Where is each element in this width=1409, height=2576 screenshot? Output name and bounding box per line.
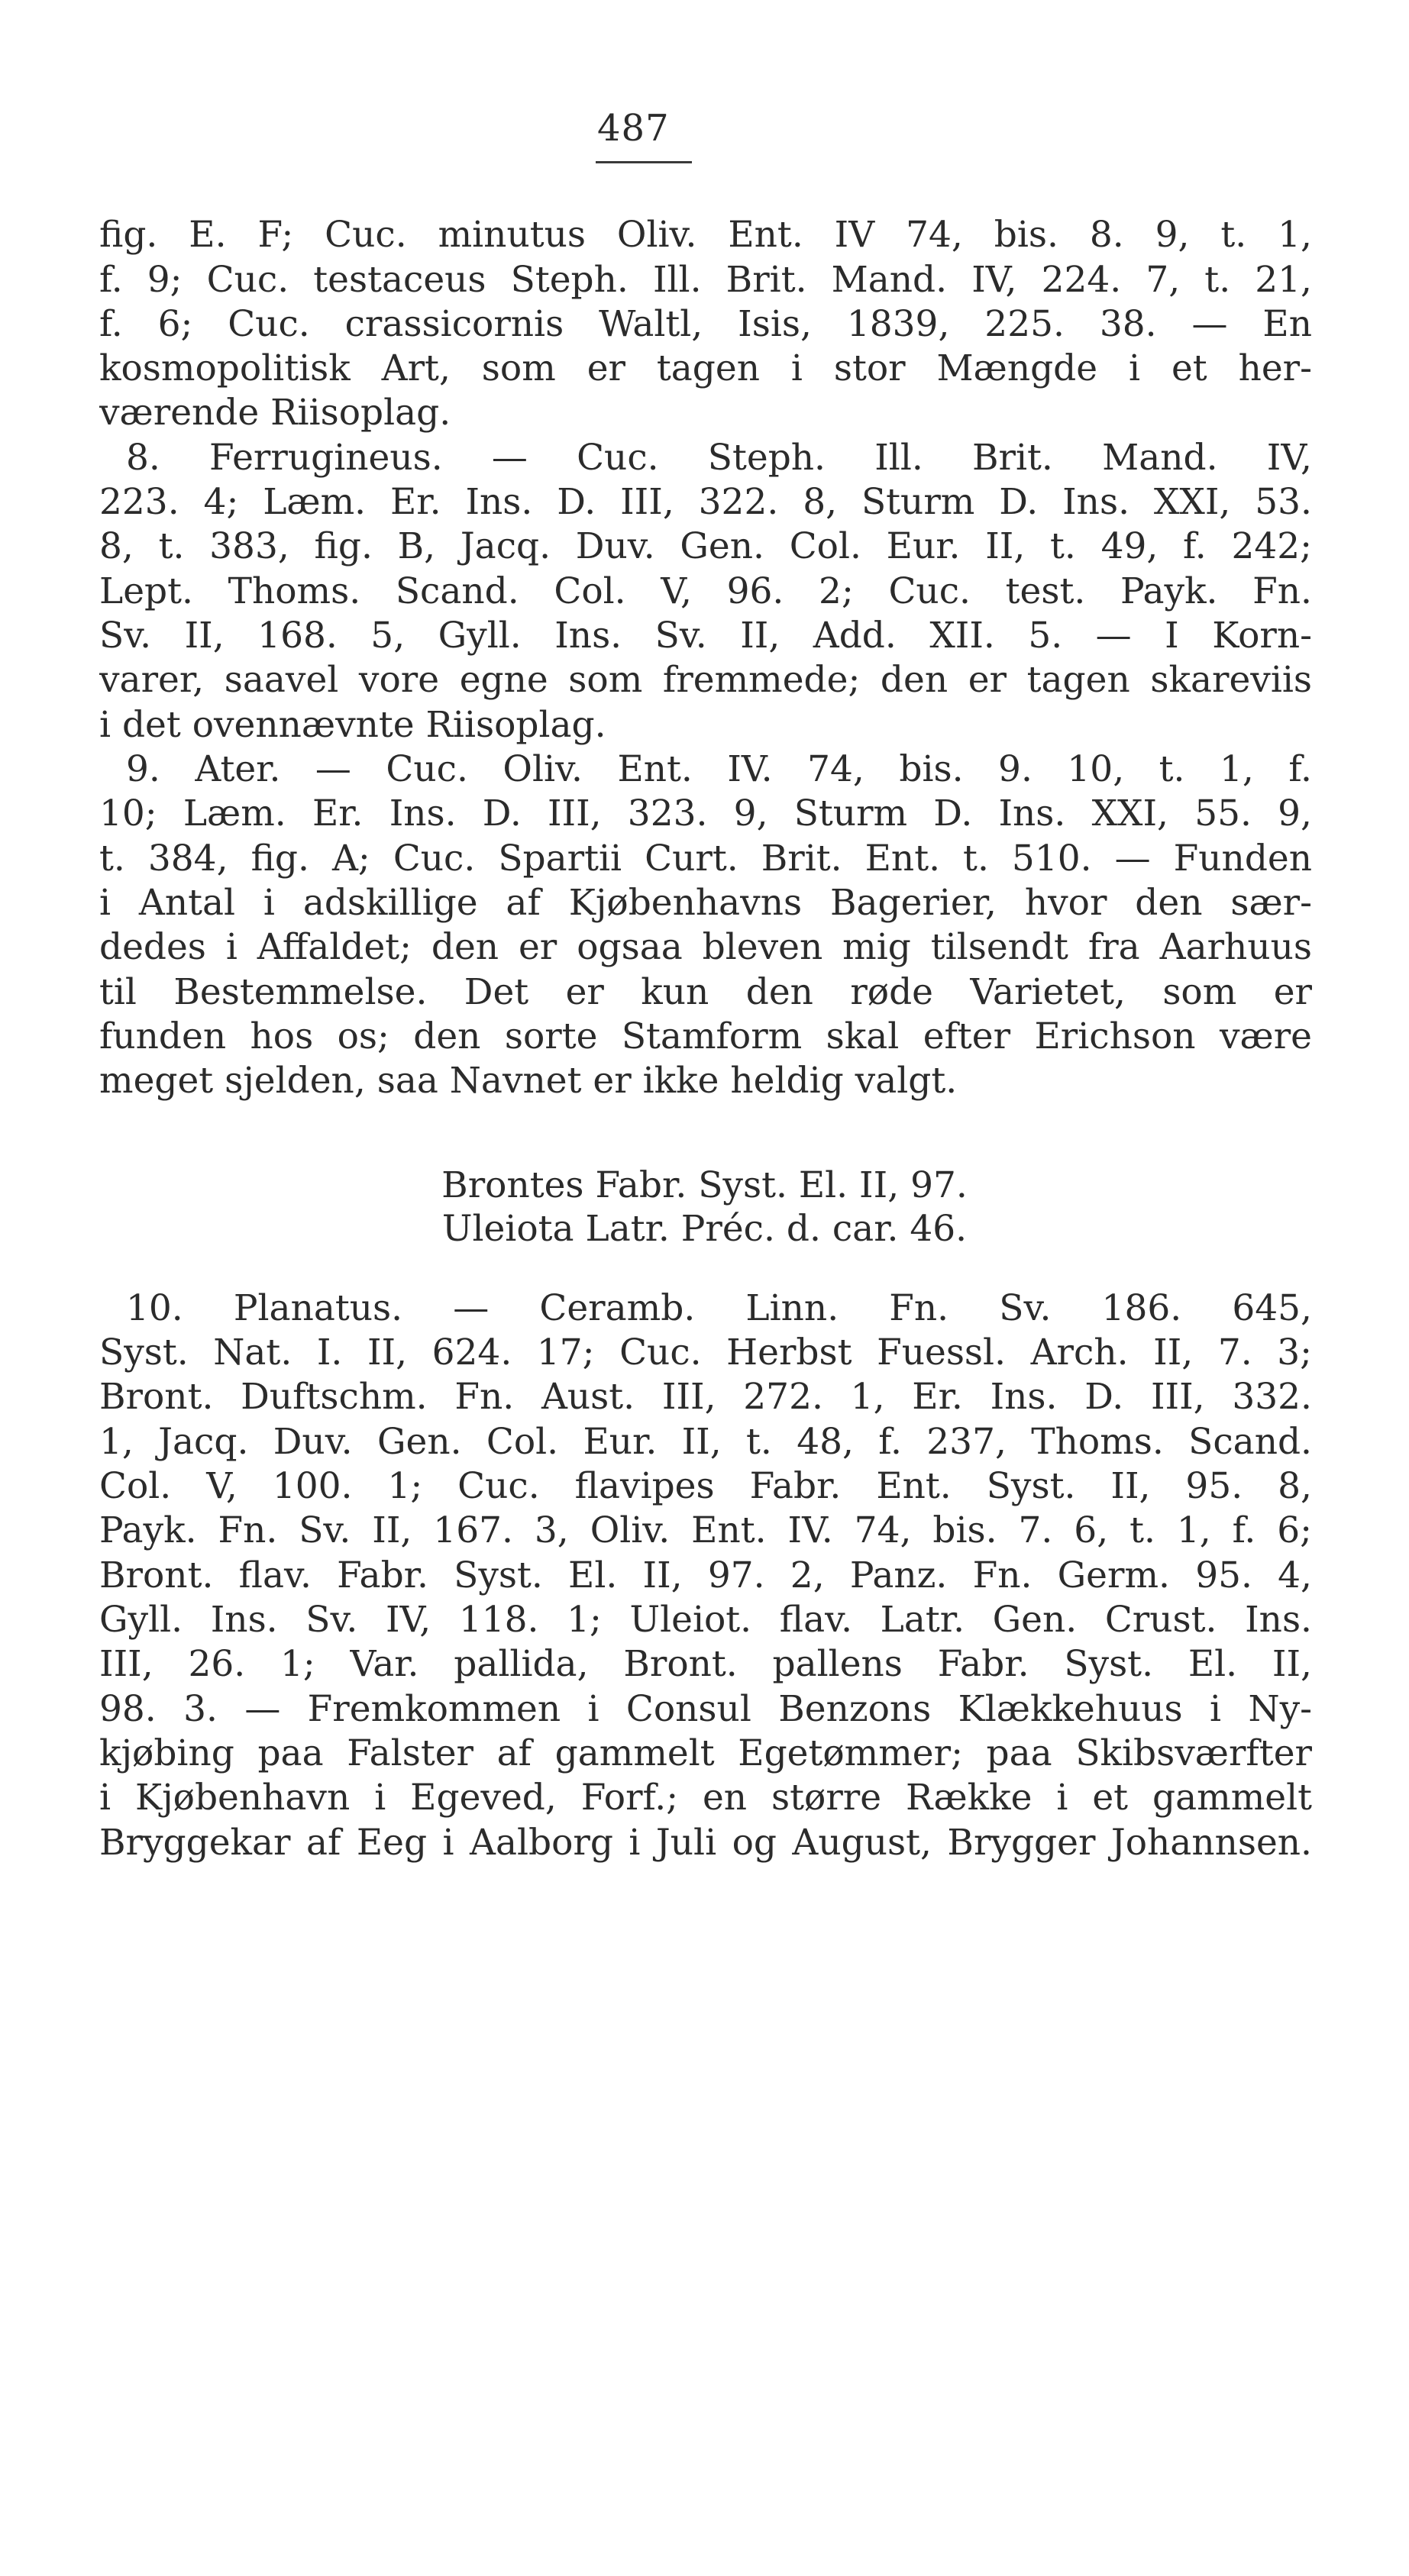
text-line: Lept. Thoms. Scand. Col. V, 96. 2; Cuc. test. Payk. Fn. — [99, 570, 1312, 612]
text-line: meget sjelden, saa Navnet er ikke heldig valgt. — [99, 1060, 958, 1102]
text-line: funden hos os; den sorte Stamform skal efter Erichson være — [99, 1015, 1312, 1057]
text-line: kosmopolitisk Art, som er tagen i stor Mængde i et her- — [99, 347, 1312, 389]
genus-heading: Brontes Fabr. Syst. El. II, 97. — [441, 1164, 968, 1206]
text-line: dedes i Affaldet; den er ogsaa bleven mig tilsendt fra Aarhuus — [99, 926, 1312, 968]
species-heading-line: 10. Planatus. — Ceramb. Linn. Fn. Sv. 186. 645, — [126, 1287, 1312, 1329]
text-line: III, 26. 1; Var. pallida, Bront. pallens Fabr. Syst. El. II, — [99, 1643, 1312, 1685]
text-line: Bront. Duftschm. Fn. Aust. III, 272. 1, Er. Ins. D. III, 332. — [99, 1376, 1312, 1418]
page-number-rule — [596, 161, 692, 163]
text-line: kjøbing paa Falster af gammelt Egetømmer; paa Skibsværfter — [99, 1732, 1312, 1774]
genus-synonym: Uleiota Latr. Préc. d. car. 46. — [441, 1208, 968, 1250]
text-line: Bront. flav. Fabr. Syst. El. II, 97. 2, Panz. Fn. Germ. 95. 4, — [99, 1554, 1312, 1596]
text-line: 1, Jacq. Duv. Gen. Col. Eur. II, t. 48, f. 237, Thoms. Scand. — [99, 1421, 1312, 1463]
text-line: 10; Læm. Er. Ins. D. III, 323. 9, Sturm D. Ins. XXI, 55. 9, — [99, 792, 1312, 834]
text-line: t. 384, fig. A; Cuc. Spartii Curt. Brit. Ent. t. 510. — Funden — [99, 838, 1312, 880]
text-line: Bryggekar af Eeg i Aalborg i Juli og August, Brygger Johannsen. — [99, 1822, 1312, 1864]
text-line: 98. 3. — Fremkommen i Consul Benzons Klækkehuus i Ny- — [99, 1688, 1312, 1730]
text-line: 223. 4; Læm. Er. Ins. D. III, 322. 8, Sturm D. Ins. XXI, 53. — [99, 481, 1312, 523]
text-line: f. 9; Cuc. testaceus Steph. Ill. Brit. Mand. IV, 224. 7, t. 21, — [99, 259, 1312, 301]
text-line: til Bestemmelse. Det er kun den røde Varietet, som er — [99, 971, 1312, 1013]
text-line: Col. V, 100. 1; Cuc. flavipes Fabr. Ent. Syst. II, 95. 8, — [99, 1465, 1312, 1507]
text-line: i det ovennævnte Riisoplag. — [99, 704, 606, 746]
text-line: i Antal i adskillige af Kjøbenhavns Bagerier, hvor den sær- — [99, 882, 1312, 924]
text-line: Sv. II, 168. 5, Gyll. Ins. Sv. II, Add. XII. 5. — I Korn- — [99, 615, 1312, 657]
text-line: Payk. Fn. Sv. II, 167. 3, Oliv. Ent. IV. 74, bis. 7. 6, t. 1, f. 6; — [99, 1509, 1312, 1551]
species-heading-line: 8. Ferrugineus. — Cuc. Steph. Ill. Brit. Mand. IV, — [126, 437, 1312, 479]
page-number: 487 — [597, 107, 670, 150]
text-line: i Kjøbenhavn i Egeved, Forf.; en større Række i et gammelt — [99, 1777, 1312, 1819]
species-heading-line: 9. Ater. — Cuc. Oliv. Ent. IV. 74, bis. 9. 10, t. 1, f. — [126, 748, 1312, 790]
text-line: f. 6; Cuc. crassicornis Waltl, Isis, 1839, 225. 38. — En — [99, 303, 1312, 345]
text-line: varer, saavel vore egne som fremmede; den er tagen skareviis — [99, 659, 1312, 701]
text-line: Syst. Nat. I. II, 624. 17; Cuc. Herbst Fuessl. Arch. II, 7. 3; — [99, 1332, 1312, 1374]
text-line: værende Riisoplag. — [99, 392, 451, 434]
text-line: fig. E. F; Cuc. minutus Oliv. Ent. IV 74, bis. 8. 9, t. 1, — [99, 214, 1312, 256]
text-line: Gyll. Ins. Sv. IV, 118. 1; Uleiot. flav. Latr. Gen. Crust. Ins. — [99, 1599, 1312, 1641]
text-line: 8, t. 383, fig. B, Jacq. Duv. Gen. Col. Eur. II, t. 49, f. 242; — [99, 525, 1312, 567]
